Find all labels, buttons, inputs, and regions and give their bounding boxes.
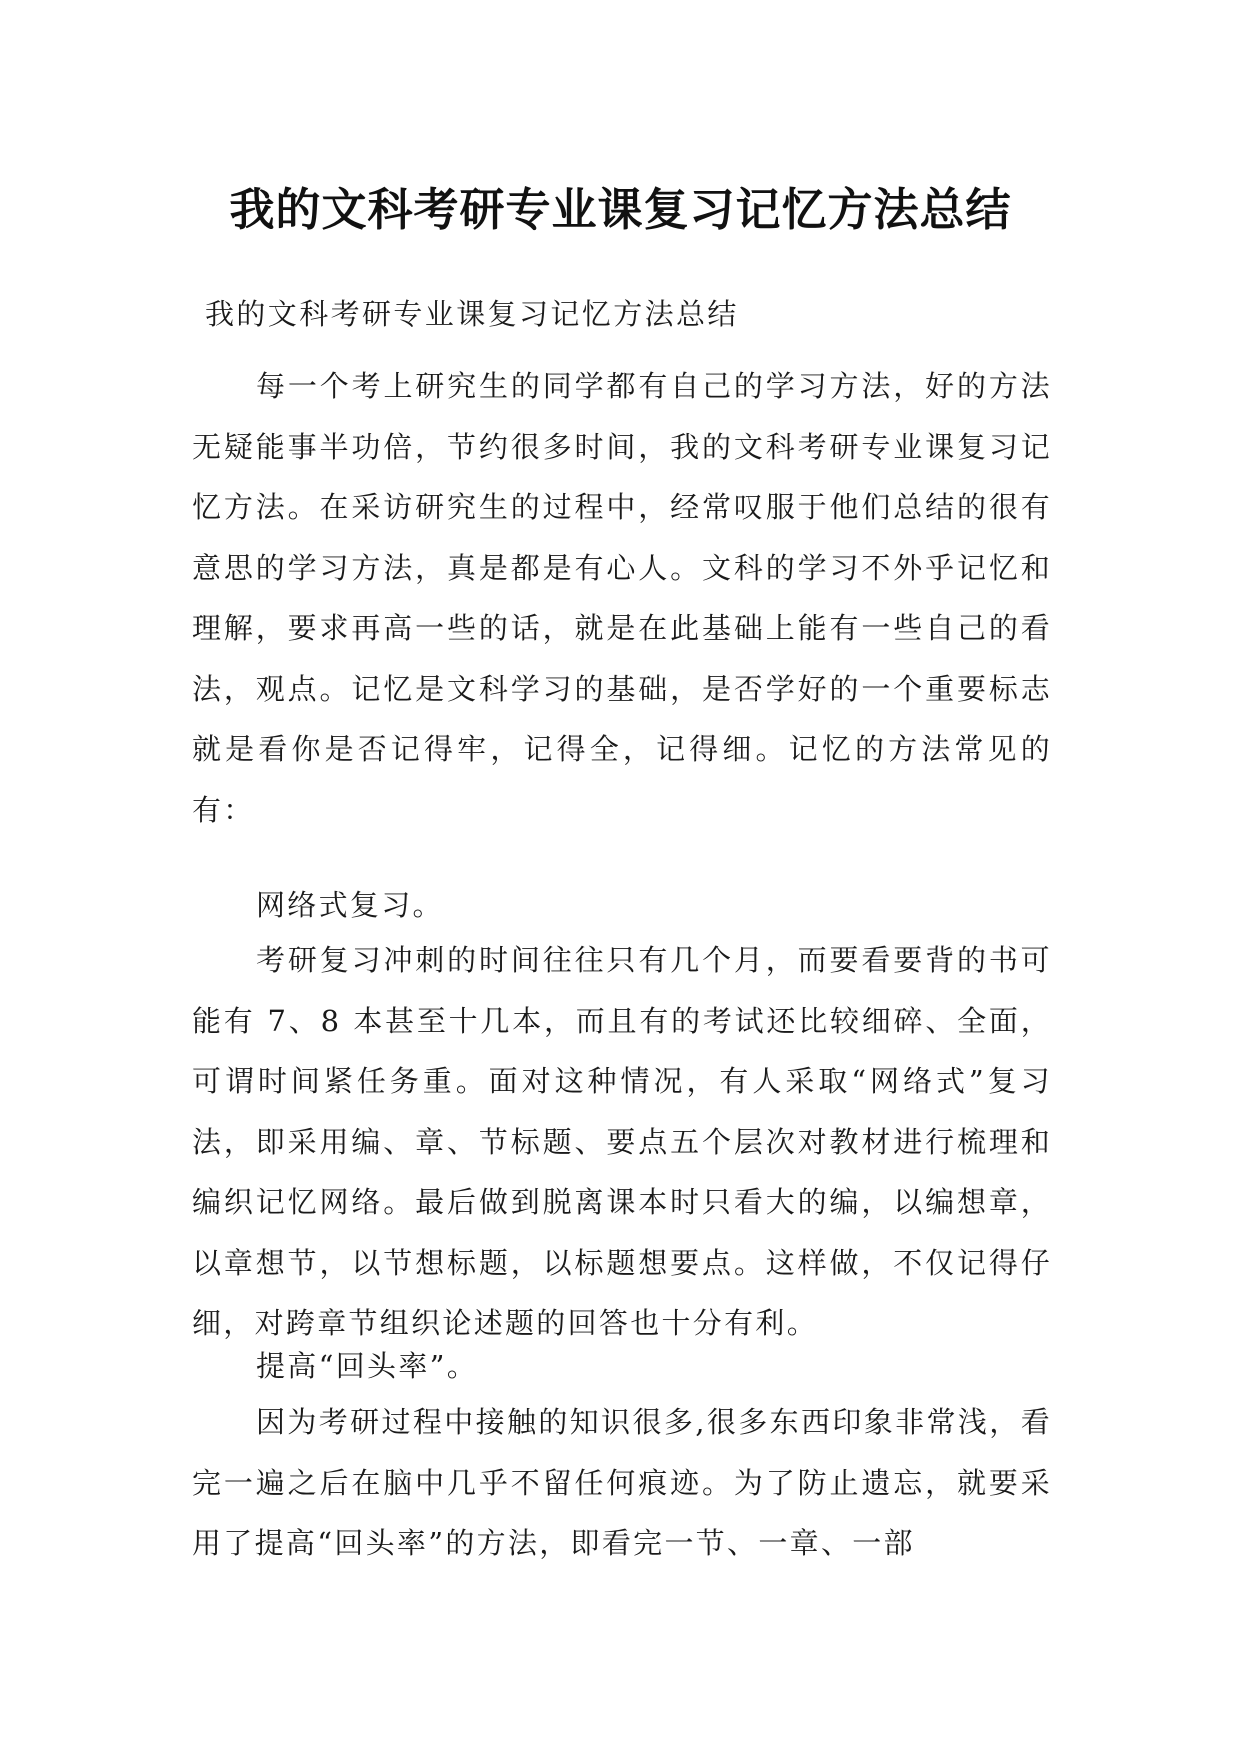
paragraph-review-rate: 因为考研过程中接触的知识很多,很多东西印象非常浅，看完一遍之后在脑中几乎不留任何痕迹。为了防止遗忘，就要采用了提高“回头率”的方法，即看完一节、一章、一部 [192, 1405, 1052, 1560]
paragraph-intro: 每一个考上研究生的同学都有自己的学习方法，好的方法无疑能事半功倍，节约很多时间，我的文科考研专业课复习记忆方法。在采访研究生的过程中，经常叹服于他们总结的很有意思的学习方法，真是都是有心人。文科的学习不外乎记忆和理解，要求再高一些的话，就是在此基础上能有一些自己的看法，观点。记忆是文科学习的基础，是否学好的一个重要标志就是看你是否记得牢，记得全，记得细。记忆的方法常见的有： [192, 369, 1052, 827]
section-heading-network-review: 网络式复习。 [256, 888, 444, 922]
document-title: 我的文科考研专业课复习记忆方法总结 [229, 183, 1012, 237]
paragraph-network-review: 考研复习冲刺的时间往往只有几个月，而要看要背的书可能有 7、8 本甚至十几本，而且有的考试还比较细碎、全面，可谓时间紧任务重。面对这种情况，有人采取“网络式”复习法，即采用编、章、节标题、要点五个层次对教材进行梳理和编织记忆网络。最后做到脱离课本时只看大的编，以编想章，以章想节，以节想标题，以标题想要点。这样做，不仅记得仔细，对跨章节组织论述题的回答也十分有利。 [192, 943, 1052, 1340]
document-subtitle: 我的文科考研专业课复习记忆方法总结 [205, 297, 739, 331]
section-heading-review-rate: 提高“回头率”。 [256, 1349, 479, 1383]
